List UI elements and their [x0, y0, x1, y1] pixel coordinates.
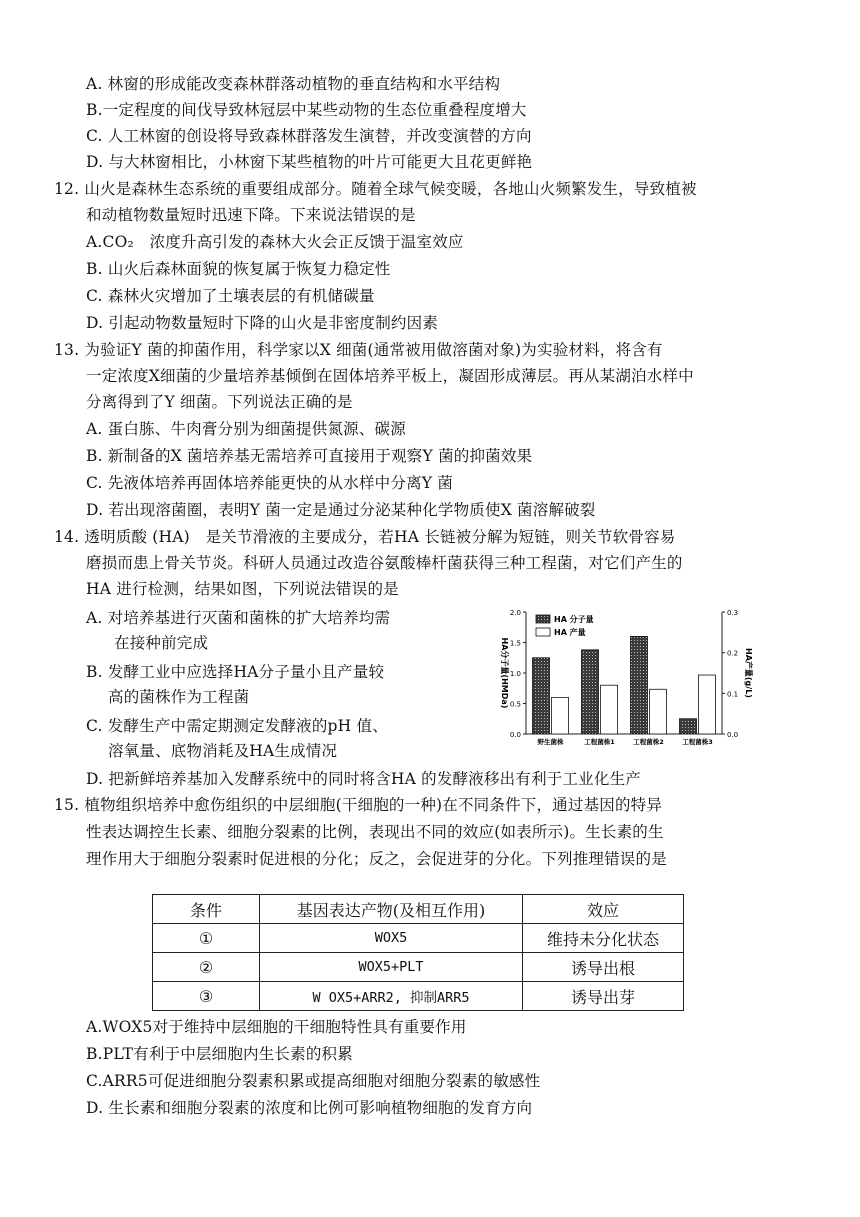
table-cell: 诱导出根 — [523, 953, 684, 982]
q12-stem-line1: 12. 山火是森林生态系统的重要组成部分。随着全球气候变暖，各地山火频繁发生，导致植被 — [54, 180, 697, 198]
q14-stem-line3: HA 进行检测，结果如图，下列说法错误的是 — [86, 580, 399, 598]
q13-option-a: A. 蛋白胨、牛肉膏分别为细菌提供氮源、碳源 — [86, 420, 406, 438]
y-tick-label-right: 0.1 — [727, 690, 739, 699]
q13-stem-line2: 一定浓度X细菌的少量培养基倾倒在固体培养平板上，凝固形成薄层。再从某湖泊水样中 — [86, 367, 694, 385]
q14-option-b: B. 发酵工业中应选择HA分子量小且产量较 — [86, 663, 385, 681]
bar-ha-molecular-weight — [582, 650, 599, 734]
q12-option-c: C. 森林火灾增加了土壤表层的有机储碳量 — [86, 287, 375, 305]
q14-option-c-cont: 溶氧量、底物消耗及HA生成情况 — [108, 742, 338, 760]
y-tick-label-left: 1.0 — [509, 670, 521, 678]
x-tick-label: 工程菌株3 — [682, 738, 713, 746]
q12-option-b: B. 山火后森林面貌的恢复属于恢复力稳定性 — [86, 260, 391, 278]
q14-option-a-cont: 在接种前完成 — [114, 634, 209, 652]
q13-stem-line1: 13. 为验证Y 菌的抑菌作用，科学家以X 细菌(通常被用做溶菌对象)为实验材料，将含有 — [54, 341, 663, 359]
table-row — [153, 982, 684, 1011]
table-row — [153, 924, 684, 953]
q15-option-c: C.ARR5可促进细胞分裂素积累或提高细胞对细胞分裂素的敏感性 — [86, 1072, 541, 1090]
table-cell: ② — [153, 953, 260, 982]
q13-option-c: C. 先液体培养再固体培养能更快的从水样中分离Y 菌 — [86, 474, 454, 492]
y-tick-label-left: 2.0 — [509, 609, 521, 617]
legend-label-yield: HA 产量 — [554, 628, 586, 637]
q15-option-b: B.PLT有利于中层细胞内生长素的积累 — [86, 1045, 353, 1063]
q15-table — [152, 894, 684, 1011]
q11-option-b: B.一定程度的间伐导致林冠层中某些动物的生态位重叠程度增大 — [86, 101, 527, 119]
q15-stem-line2: 性表达调控生长素、细胞分裂素的比例，表现出不同的效应(如表所示)。生长素的生 — [86, 823, 664, 841]
y-tick-label-left: 0.0 — [509, 731, 521, 739]
bar-ha-yield — [699, 675, 716, 734]
table-cell: W OX5+ARR2, 抑制ARR5 — [260, 982, 523, 1011]
y-axis-label-right: HA产量(g/L) — [744, 648, 753, 698]
q14-stem-line1: 14. 透明质酸 (HA) 是关节滑液的主要成分，若HA 长链被分解为短链，则关节软骨容易 — [54, 528, 676, 546]
legend-label-molecular-weight: HA 分子量 — [554, 615, 594, 624]
table-cell: ① — [153, 924, 260, 953]
y-tick-label-left: 1.5 — [509, 639, 521, 648]
table-header-cell: 基因表达产物(及相互作用) — [260, 895, 523, 924]
q11-option-c: C. 人工林窗的创设将导致森林群落发生演替，并改变演替的方向 — [86, 127, 532, 145]
y-tick-label-right: 0.0 — [727, 731, 739, 739]
q15-stem-line3: 理作用大于细胞分裂素时促进根的分化；反之，会促进芽的分化。下列推理错误的是 — [86, 850, 667, 868]
legend-swatch-yield — [536, 628, 550, 636]
y-axis-label-left: HA分子量(HMDa) — [500, 637, 509, 709]
q13-option-d: D. 若出现溶菌圈，表明Y 菌一定是通过分泌某种化学物质使X 菌溶解破裂 — [86, 501, 596, 519]
q12-stem-line2: 和动植物数量短时迅速下降。下来说法错误的是 — [86, 206, 416, 224]
y-tick-label-right: 0.2 — [727, 649, 739, 658]
q14-option-d: D. 把新鲜培养基加入发酵系统中的同时将含HA 的发酵液移出有利于工业化生产 — [86, 770, 641, 788]
y-tick-label-left: 0.5 — [509, 700, 521, 709]
table-cell: ③ — [153, 982, 260, 1011]
table-header-row — [153, 895, 684, 924]
x-tick-label: 工程菌株2 — [633, 738, 664, 746]
q15-stem-line1: 15. 植物组织培养中愈伤组织的中层细胞(干细胞的一种)在不同条件下，通过基因的特异 — [54, 796, 663, 814]
bar-ha-yield — [601, 685, 618, 734]
x-tick-label: 工程菌株1 — [584, 738, 615, 746]
table-header-cell: 效应 — [523, 895, 684, 924]
bar-ha-yield — [650, 689, 667, 734]
table-cell: 维持未分化状态 — [523, 924, 684, 953]
q14-option-a: A. 对培养基进行灭菌和菌株的扩大培养均需 — [86, 609, 391, 627]
q14-option-c: C. 发酵生产中需定期测定发酵液的pH 值、 — [86, 717, 388, 735]
table-cell: WOX5+PLT — [260, 953, 523, 982]
bar-ha-molecular-weight — [680, 719, 697, 734]
q12-option-d: D. 引起动物数量短时下降的山火是非密度制约因素 — [86, 314, 439, 332]
q11-option-d: D. 与大林窗相比，小林窗下某些植物的叶片可能更大且花更鲜艳 — [86, 153, 533, 171]
bar-ha-molecular-weight — [533, 658, 550, 734]
q14-option-b-cont: 高的菌株作为工程菌 — [108, 688, 250, 706]
q15-option-a: A.WOX5对于维持中层细胞的干细胞特性具有重要作用 — [86, 1018, 467, 1036]
legend-swatch-molecular-weight — [536, 615, 550, 623]
q12-option-a: A.CO₂ 浓度升高引发的森林大火会正反馈于温室效应 — [86, 233, 464, 251]
y-tick-label-right: 0.3 — [727, 609, 739, 617]
q11-option-a: A. 林窗的形成能改变森林群落动植物的垂直结构和水平结构 — [86, 75, 501, 93]
ha-bar-chart — [490, 604, 758, 752]
table-row — [153, 953, 684, 982]
bar-ha-molecular-weight — [631, 636, 648, 734]
x-tick-label: 野生菌株 — [537, 738, 564, 746]
q14-stem-line2: 磨损而患上骨关节炎。科研人员通过改造谷氨酸棒杆菌获得三种工程菌，对它们产生的 — [86, 554, 683, 572]
q15-option-d: D. 生长素和细胞分裂素的浓度和比例可影响植物细胞的发育方向 — [86, 1099, 533, 1117]
table-cell: WOX5 — [260, 924, 523, 953]
q13-stem-line3: 分离得到了Y 细菌。下列说法正确的是 — [86, 393, 353, 411]
bar-ha-yield — [552, 697, 569, 734]
table-header-cell: 条件 — [153, 895, 260, 924]
q13-option-b: B. 新制备的X 菌培养基无需培养可直接用于观察Y 菌的抑菌效果 — [86, 447, 533, 465]
table-cell: 诱导出芽 — [523, 982, 684, 1011]
